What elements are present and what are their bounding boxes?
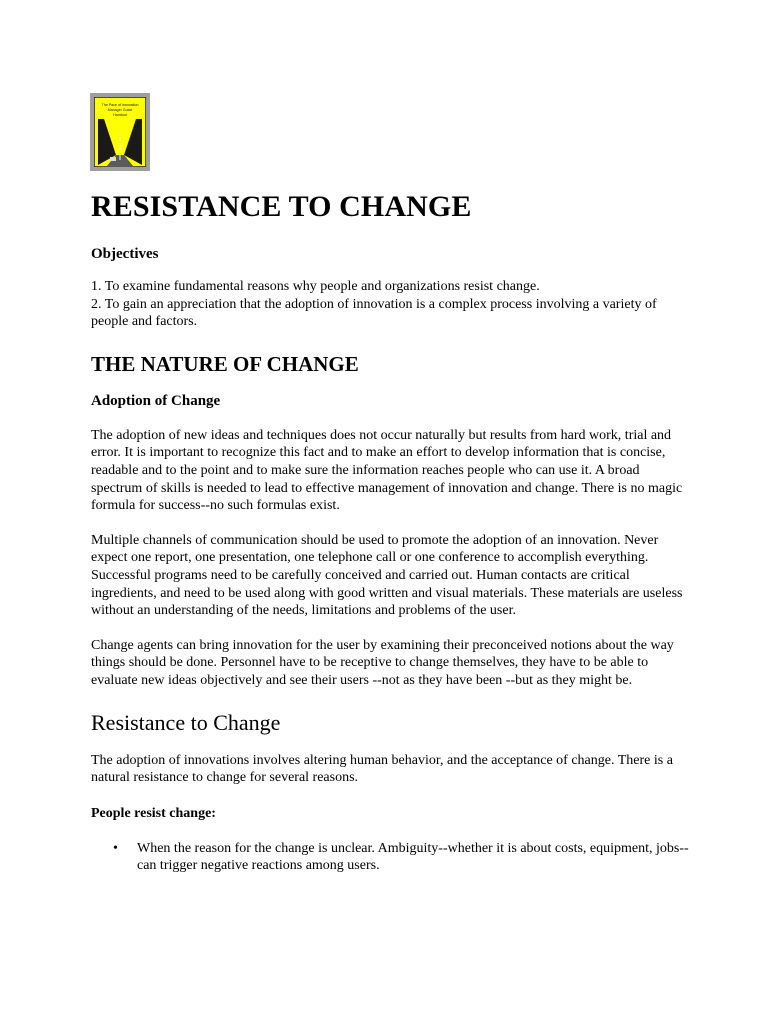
subheading-people-resist: People resist change: [91, 805, 216, 821]
bullet-icon: • [113, 840, 118, 856]
road-sign-icon [94, 97, 146, 167]
paragraph: The adoption of innovations involves altering human behavior, and the acceptance of change. There is a natural resistance to change for several reasons. [91, 752, 673, 786]
page-title: RESISTANCE TO CHANGE [91, 190, 472, 223]
paragraph: The adoption of new ideas and techniques does not occur naturally but results from hard work, trial and error. It is important to recognize this fact and to make an effort to develop information that is concise, readable and to the point and to make sure the information reaches people who can use it. A broad spectrum of skills is needed to lead to effective management of innovation and change. There is no magic formula for success--no such formulas exist. [91, 427, 683, 514]
list-item [91, 840, 691, 875]
objective-item: 2. To gain an appreciation that the adoption of innovation is a complex process involving a variety of people and factors. [91, 296, 657, 330]
objective-item: 1. To examine fundamental reasons why people and organizations resist change. [91, 279, 540, 294]
section-heading-resistance: Resistance to Change [91, 709, 281, 735]
section-heading-nature: THE NATURE OF CHANGE [91, 351, 359, 376]
objectives-heading: Objectives [91, 246, 159, 262]
logo-text-line-1: The Pace of Innovation [101, 103, 139, 107]
logo-text-line-3: Handout [113, 113, 127, 117]
paragraph: Change agents can bring innovation for the user by examining their preconceived notions about the way things should be done. Personnel have to be receptive to change themselves, they have to be able to evaluate new ideas objectively and see their users --not as they have been --but as they might be. [91, 637, 674, 688]
paragraph: Multiple channels of communication should be used to promote the adoption of an innovation. Never expect one report, one presentation, one telephone call or one conference to accomplish everything. Successful programs need to be carefully conceived and carried out. Human contacts are critical ingredients, and need to be used along with good written and visual materials. These materials are useless without an understanding of the needs, limitations and problems of the user. [91, 532, 683, 619]
subheading-adoption: Adoption of Change [91, 392, 221, 409]
list-item-text: When the reason for the change is unclear. Ambiguity--whether it is about costs, equipment, jobs--can trigger negative reactions among users. [137, 840, 689, 874]
reasons-list [91, 840, 691, 875]
document-body [91, 190, 691, 875]
logo-text-line-2: Manager Guide [107, 108, 133, 112]
road-sign-logo [90, 93, 150, 171]
